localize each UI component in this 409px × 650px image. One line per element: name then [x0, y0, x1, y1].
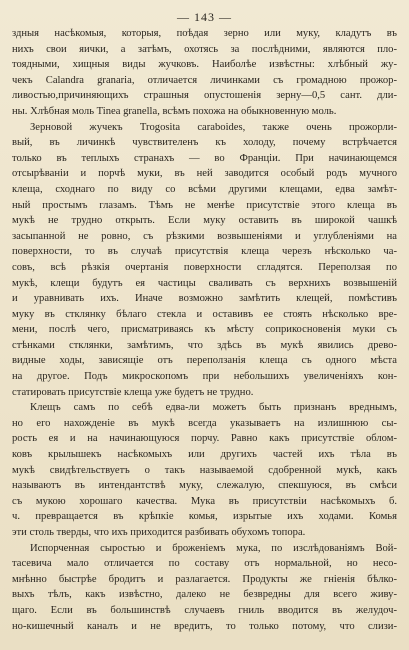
- text-line: здныя насѣкомыя, которыя, поѣдая зерно или муку, кладутъ въ: [12, 28, 397, 39]
- text-line: съ мукою хорошаго качества. Мука въ присутствіи насѣкомыхъ б.: [12, 495, 397, 507]
- text-line: статировать присутствіе клеща уже будетъ не трудно.: [12, 386, 254, 398]
- text-line: чекъ Calandra granaria, отличается личинками съ громадною прожор-: [12, 74, 397, 86]
- text-line: только въ теплыхъ странахъ — во Франціи. При начинающемся: [12, 152, 397, 164]
- text-line: мукѣ не трудно открыть. Если муку оставить въ широкой чашкѣ: [12, 215, 397, 227]
- text-line: и уравнивать ихъ. Иначе возможно замѣтить клещей, помѣстивъ: [12, 293, 397, 305]
- text-line: муку въ стклянку бѣлаго стекла и оставивъ ее стоять нѣсколько вре-: [12, 308, 397, 320]
- text-line: ч. превращается въ крѣпкіе комья, изрытые ихъ ходами. Комья: [12, 511, 397, 523]
- text-line: мнѣнно быстрѣе бродитъ и разлагается. Продукты же гніенія бѣлко-: [12, 573, 397, 585]
- text-line: поверхности, то въ случаѣ присутствія клеща черезъ нѣсколько ча-: [12, 246, 397, 258]
- page-number: — 143 —: [177, 10, 232, 24]
- text-line: но-кишечный каналъ и не вредитъ, то только потому, что слизи-: [12, 620, 397, 632]
- text-line: на другое. Подъ микроскопомъ при небольшихъ увеличеніяхъ кон-: [12, 371, 397, 383]
- text-line: рость ея и на начинающуюся порчу. Равно какъ присутствіе облом-: [12, 433, 397, 445]
- text-line: тоядными, хищныя виды жучковъ. Наиболѣе извѣстны: хлѣбный жу-: [12, 59, 397, 71]
- text-line: вый, въ личинкѣ чувствителенъ къ холоду, почему встрѣчается: [12, 137, 397, 149]
- text-line: выхъ тѣлъ, какъ извѣстно, далеко не безвредны для всего живу-: [12, 589, 397, 601]
- text-line: мени, послѣ чего, присматриваясь къ мѣсту соприкосновенія муки съ: [12, 324, 397, 336]
- text-line: совъ, всѣ рѣзкія очертанія поверхности сгладятся. Переползая по: [12, 261, 397, 273]
- text-line: засыпанной не ровно, съ рѣзкими возвышеніями и углубленіями на: [12, 230, 397, 242]
- text-line: отсырѣваніи и порчѣ муки, въ ней заводится особый родъ мучного: [12, 168, 397, 180]
- text-line: называютъ въ интендантствѣ муку, слежалую, спекшуюся, въ смѣси: [12, 480, 397, 492]
- text-line: ковъ крылышекъ насѣкомыхъ или другихъ частей ихъ тѣла въ: [12, 449, 397, 461]
- text-line: видные ходы, зависящіе отъ переползанія клеща съ одного мѣста: [12, 355, 397, 367]
- text-line: мукѣ, клещи будутъ ея частицы сваливать съ верхнихъ возвышеній: [12, 277, 397, 289]
- text-line: ный простымъ глазамъ. Тѣмъ не менѣе присутствіе этого клеща въ: [12, 199, 397, 211]
- text-line: Зерновой жучекъ Trogosita caraboides, также очень прожорли-: [30, 121, 397, 133]
- text-line: стѣнками стклянки, замѣтимъ, что здѣсь въ мукѣ явились древо-: [12, 339, 397, 351]
- text-line: клеща, сходнаго по виду со всѣми другими клещами, едва замѣт-: [12, 183, 397, 195]
- text-line: но его нахожденіе въ мукѣ всегда указываетъ на излишнюю сы-: [12, 417, 397, 429]
- text-line: Клещъ самъ по себѣ едва-ли можетъ быть признанъ вреднымъ,: [30, 402, 397, 414]
- text-line: ны. Хлѣбная моль Tinea granella, всѣмъ похожа на обыкновенную моль.: [12, 105, 337, 117]
- text-line: нихъ свои яички, а затѣмъ, охотясь за послѣдними, являются пло-: [12, 43, 397, 55]
- text-line: мукѣ свидѣтельствуетъ о такъ называемой сдобренной мукѣ, какъ: [12, 464, 397, 476]
- text-line: тасевича мало отличается по составу отъ нормальной, но несо-: [12, 558, 397, 570]
- text-line: эти столь тверды, что ихъ приходится разбивать обухомъ топора.: [12, 527, 306, 538]
- text-line: щаго. Если въ большинствѣ случаевъ гниль вводится въ желудоч-: [12, 604, 397, 616]
- text-line: ливостью,причиняющихъ страшныя опустошенія зерну—0,5 сант. дли-: [12, 90, 397, 102]
- text-line: Испорченная сыростью и броженіемъ мука, по изслѣдованіямъ Вой-: [30, 542, 397, 554]
- body-text: [12, 26, 397, 634]
